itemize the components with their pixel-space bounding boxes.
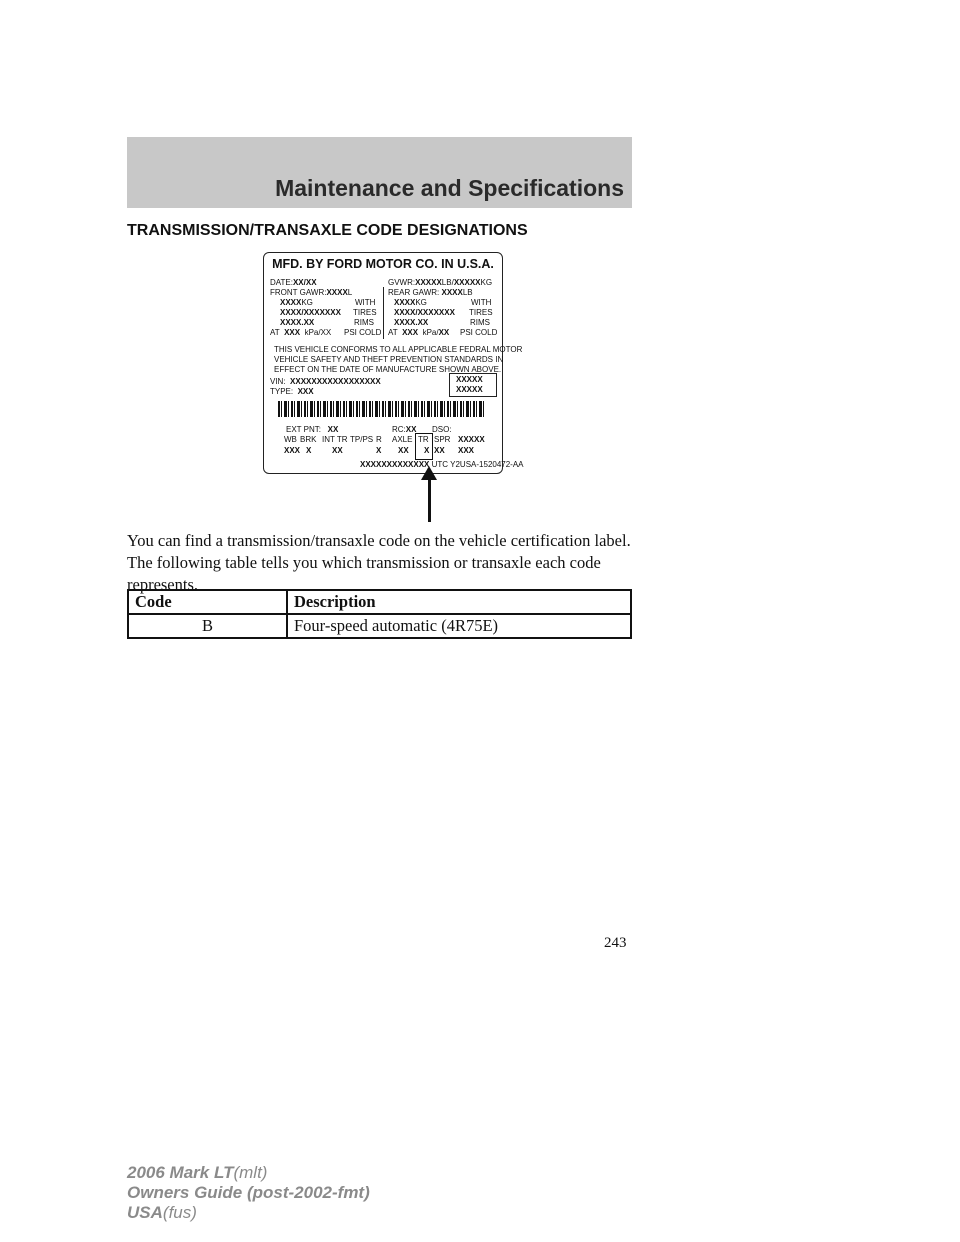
label-val-extra: XXX: [458, 446, 475, 455]
label-code-r: R: [376, 435, 382, 444]
label-divider: [383, 287, 384, 339]
code-table: [127, 589, 632, 639]
label-code-axle: AXLE: [392, 435, 413, 444]
label-code-int-tr: INT TR: [322, 435, 348, 444]
label-val-r: X: [376, 446, 382, 455]
label-box-value-2: XXXXX: [456, 385, 483, 394]
label-ext-pnt: EXT PNT: XX: [286, 425, 339, 434]
label-box: [449, 373, 497, 397]
label-barcode: [278, 401, 486, 417]
label-code-brk: BRK: [300, 435, 317, 444]
header-band: [127, 137, 632, 208]
table-header-description: Description: [287, 590, 631, 614]
table-cell-code: B: [128, 614, 287, 638]
footer-line-2: Owners Guide (post-2002-fmt): [127, 1183, 370, 1202]
table-cell-description: Four-speed automatic (4R75E): [287, 614, 631, 638]
label-front-rim: XXXX.XX: [280, 318, 315, 327]
label-front-psi: PSI COLD: [344, 328, 382, 337]
label-vin: VIN: XXXXXXXXXXXXXXXXX: [270, 377, 381, 386]
label-code-spr: SPR: [434, 435, 451, 444]
table-header-row: [128, 590, 631, 614]
section-title: TRANSMISSION/TRANSAXLE CODE DESIGNATIONS: [127, 222, 528, 239]
footer-line-3: USA(fus): [127, 1203, 197, 1222]
label-rear-pressure: AT XXX kPa/XX: [388, 328, 450, 337]
label-rear-gawr: REAR GAWR: XXXXLB: [388, 288, 473, 297]
label-val-brk: X: [306, 446, 312, 455]
label-title: MFD. BY FORD MOTOR CO. IN U.S.A.: [272, 257, 494, 271]
label-tr-highlight-box: [415, 433, 433, 460]
label-rc: RC:XX: [392, 425, 417, 434]
table-header-code: Code: [128, 590, 287, 614]
footer: [127, 1163, 370, 1223]
label-front-with: WITH: [355, 298, 376, 307]
label-gvwr: GVWR:XXXXXLB/XXXXXKG: [388, 278, 493, 287]
label-front-gawr: FRONT GAWR:XXXXL: [270, 288, 353, 297]
label-code-wb: WB: [284, 435, 297, 444]
label-rear-kg: XXXXKG: [394, 298, 427, 307]
pointer-arrow: [428, 474, 431, 522]
label-val-wb: XXX: [284, 446, 301, 455]
label-type: TYPE: XXX: [270, 387, 314, 396]
label-front-rims: RIMS: [354, 318, 374, 327]
label-rear-psi: PSI COLD: [460, 328, 498, 337]
label-code-tr: TR: [418, 435, 429, 444]
label-val-int-tr: XX: [332, 446, 343, 455]
label-code-tp-ps: TP/PS: [350, 435, 374, 444]
label-conform-1: THIS VEHICLE CONFORMS TO ALL APPLICABLE FEDRAL MOTOR: [274, 345, 523, 354]
label-front-tire: XXXX/XXXXXXX: [280, 308, 341, 317]
label-box-value-1: XXXXX: [456, 375, 483, 384]
label-rear-rim: XXXX.XX: [394, 318, 429, 327]
label-conform-3: EFFECT ON THE DATE OF MANUFACTURE SHOWN ABOVE.: [274, 365, 502, 374]
table-row: [128, 614, 631, 638]
label-front-kg: XXXXKG: [280, 298, 313, 307]
body-paragraph: You can find a transmission/transaxle code on the vehicle certification label. The following table tells you which transmission or transaxle each code represents.: [127, 531, 631, 594]
label-rear-with: WITH: [471, 298, 492, 307]
label-rear-tire: XXXX/XXXXXXX: [394, 308, 455, 317]
label-code-extra: XXXXX: [458, 435, 485, 444]
footer-line-1: 2006 Mark LT(mlt): [127, 1163, 268, 1182]
label-date: DATE:XX/XX: [270, 278, 317, 287]
label-val-spr: XX: [434, 446, 445, 455]
label-bottom-line: XXXXXXXXXXXXX UTC Y2USA-1520472-AA: [360, 460, 524, 469]
label-front-tires: TIRES: [353, 308, 377, 317]
page-number: 243: [604, 935, 627, 951]
label-front-pressure: AT XXX kPa/XX: [270, 328, 332, 337]
header-title: Maintenance and Specifications: [275, 175, 624, 201]
label-conform-2: VEHICLE SAFETY AND THEFT PREVENTION STANDARDS IN: [274, 355, 504, 364]
label-rear-rims: RIMS: [470, 318, 490, 327]
label-val-tr: X: [424, 446, 430, 455]
label-rear-tires: TIRES: [469, 308, 493, 317]
label-val-axle: XX: [398, 446, 409, 455]
label-dso: DSO:: [432, 425, 452, 434]
certification-label-figure: [263, 252, 524, 474]
